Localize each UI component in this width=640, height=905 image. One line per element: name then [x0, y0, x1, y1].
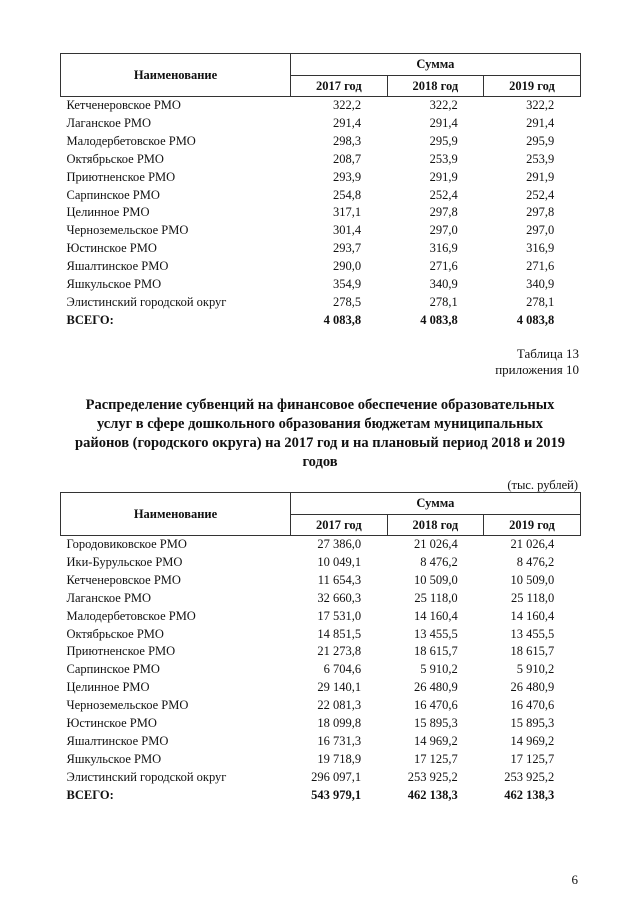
table-row [61, 697, 581, 715]
table-row [61, 204, 581, 222]
value-cell: 296 097,1 [311, 769, 362, 784]
value-cell: 22 081,3 [317, 698, 362, 713]
row-name: Малодербетовское РМО [66, 133, 196, 148]
column-header-sum: Сумма [291, 493, 581, 515]
row-name: Яшкульское РМО [66, 277, 162, 292]
table-row [61, 169, 581, 187]
table-row [61, 554, 581, 572]
row-name: Сарпинское РМО [66, 662, 160, 677]
value-cell: 316,9 [526, 241, 555, 256]
column-header-2018: 2018 год [387, 76, 484, 97]
table-body [61, 536, 581, 805]
value-cell: 290,0 [332, 259, 362, 274]
table-body [61, 97, 581, 330]
value-cell: 10 509,0 [413, 572, 458, 587]
value-cell: 291,4 [429, 115, 458, 130]
value-cell: 253 925,2 [504, 769, 555, 784]
value-cell: 317,1 [332, 205, 362, 220]
table-row [61, 608, 581, 626]
row-name: Приютненское РМО [66, 644, 176, 659]
table-row [61, 679, 581, 697]
value-cell: 340,9 [429, 277, 458, 292]
total-row [61, 787, 581, 805]
table-subventions-2 [60, 492, 581, 805]
value-cell: 354,9 [332, 277, 362, 292]
value-cell: 18 615,7 [413, 644, 458, 659]
value-cell: 25 118,0 [510, 590, 555, 605]
row-name: Городовиковское РМО [66, 537, 187, 551]
row-name: Элистинский городской округ [66, 294, 227, 309]
value-cell: 297,0 [429, 223, 458, 238]
value-cell: 5 910,2 [516, 662, 555, 677]
table-row [61, 97, 581, 115]
value-cell: 253 925,2 [407, 769, 458, 784]
value-cell: 16 731,3 [317, 733, 362, 748]
row-name: Октябрьское РМО [66, 626, 164, 641]
row-name: Сарпинское РМО [66, 187, 160, 202]
value-cell: 462 138,3 [407, 787, 458, 802]
table-row [61, 240, 581, 258]
row-name: Кетченеровское РМО [66, 98, 181, 112]
value-cell: 6 704,6 [323, 662, 362, 677]
row-name: Элистинский городской округ [66, 769, 227, 784]
value-cell: 25 118,0 [414, 590, 458, 605]
row-name: Лаганское РМО [66, 590, 152, 605]
value-cell: 26 480,9 [413, 680, 458, 695]
value-cell: 293,7 [332, 241, 362, 256]
value-cell: 278,1 [526, 294, 555, 309]
value-cell: 26 480,9 [510, 680, 555, 695]
row-name: Яшкульское РМО [66, 751, 162, 766]
table-row [61, 751, 581, 769]
value-cell: 13 455,5 [413, 626, 458, 641]
caption-table-number: Таблица 13 [516, 346, 579, 361]
heading-line: районов (городского округа) на 2017 год и на плановый период 2018 и 2019 [75, 435, 565, 451]
value-cell: 16 470,6 [413, 698, 458, 713]
row-name: Кетченеровское РМО [66, 572, 181, 587]
table-row [61, 115, 581, 133]
value-cell: 4 083,8 [420, 312, 458, 327]
value-cell: 19 718,9 [317, 751, 362, 766]
value-cell: 253,9 [526, 151, 555, 166]
value-cell: 340,9 [526, 277, 555, 292]
heading-line: Распределение субвенций на финансовое обеспечение образовательных [85, 397, 555, 413]
value-cell: 295,9 [429, 133, 458, 148]
table-row [61, 276, 581, 294]
value-cell: 293,9 [332, 169, 362, 184]
value-cell: 543 979,1 [311, 787, 362, 802]
row-name: Яшалтинское РМО [66, 733, 169, 748]
heading-line: годов [302, 454, 338, 470]
row-name: Лаганское РМО [66, 115, 152, 130]
value-cell: 32 660,3 [317, 590, 362, 605]
value-cell: 15 895,3 [510, 716, 555, 731]
value-cell: 17 125,7 [510, 751, 555, 766]
column-header-2019: 2019 год [484, 76, 581, 97]
value-cell: 14 969,2 [413, 733, 458, 748]
value-cell: 11 654,3 [317, 572, 362, 587]
value-cell: 13 455,5 [510, 626, 555, 641]
table-row [61, 222, 581, 240]
value-cell: 10 509,0 [510, 572, 555, 587]
column-header-name: Наименование [61, 493, 291, 536]
row-name: ВСЕГО: [66, 787, 114, 802]
table-row [61, 626, 581, 644]
value-cell: 278,5 [332, 294, 362, 309]
value-cell: 322,2 [526, 98, 555, 112]
units-label: (тыс. рублей) [507, 478, 578, 492]
row-name: Юстинское РМО [66, 716, 157, 731]
table-row [61, 733, 581, 751]
row-name: Черноземельское РМО [66, 698, 189, 713]
value-cell: 29 140,1 [317, 680, 362, 695]
row-name: Юстинское РМО [66, 241, 157, 256]
section-heading [60, 396, 580, 472]
value-cell: 5 910,2 [420, 662, 458, 677]
row-name: Черноземельское РМО [66, 223, 189, 238]
column-header-2018: 2018 год [387, 515, 484, 536]
value-cell: 278,1 [429, 294, 458, 309]
value-cell: 27 386,0 [317, 537, 362, 551]
value-cell: 16 470,6 [510, 698, 555, 713]
value-cell: 271,6 [429, 259, 458, 274]
value-cell: 208,7 [332, 151, 362, 166]
row-name: ВСЕГО: [66, 312, 114, 327]
value-cell: 17 531,0 [317, 608, 362, 623]
value-cell: 14 160,4 [510, 608, 555, 623]
table-row [61, 661, 581, 679]
value-cell: 291,4 [332, 115, 362, 130]
value-cell: 252,4 [429, 187, 458, 202]
row-name: Целинное РМО [66, 205, 150, 220]
value-cell: 8 476,2 [516, 554, 555, 569]
value-cell: 297,0 [526, 223, 555, 238]
row-name: Приютненское РМО [66, 169, 176, 184]
column-header-2017: 2017 год [291, 76, 388, 97]
row-name: Целинное РМО [66, 680, 150, 695]
value-cell: 10 049,1 [317, 554, 362, 569]
value-cell: 252,4 [526, 187, 555, 202]
row-name: Ики-Бурульское РМО [66, 554, 183, 569]
value-cell: 297,8 [526, 205, 555, 220]
value-cell: 271,6 [526, 259, 555, 274]
value-cell: 301,4 [332, 223, 362, 238]
value-cell: 18 615,7 [510, 644, 555, 659]
table-row [61, 590, 581, 608]
table-row [61, 151, 581, 169]
column-header-name: Наименование [61, 54, 291, 97]
value-cell: 295,9 [526, 133, 555, 148]
table-row [61, 258, 581, 276]
value-cell: 322,2 [429, 98, 458, 112]
value-cell: 298,3 [332, 133, 362, 148]
value-cell: 14 160,4 [413, 608, 458, 623]
column-header-2019: 2019 год [484, 515, 581, 536]
table-subventions-1 [60, 53, 581, 330]
table-row [61, 536, 581, 554]
value-cell: 17 125,7 [413, 751, 458, 766]
value-cell: 316,9 [429, 241, 458, 256]
table-row [61, 294, 581, 312]
value-cell: 21 026,4 [510, 537, 555, 551]
column-header-2017: 2017 год [291, 515, 388, 536]
value-cell: 14 851,5 [317, 626, 362, 641]
value-cell: 15 895,3 [413, 716, 458, 731]
caption-appendix: приложения 10 [495, 362, 579, 377]
table-row [61, 715, 581, 733]
row-name: Октябрьское РМО [66, 151, 164, 166]
total-row [61, 312, 581, 330]
value-cell: 291,9 [429, 169, 458, 184]
value-cell: 8 476,2 [420, 554, 458, 569]
value-cell: 291,4 [526, 115, 555, 130]
page-number: 6 [571, 872, 578, 887]
value-cell: 18 099,8 [317, 716, 362, 731]
value-cell: 291,9 [526, 169, 555, 184]
value-cell: 14 969,2 [510, 733, 555, 748]
table-row [61, 769, 581, 787]
value-cell: 4 083,8 [323, 312, 362, 327]
value-cell: 297,8 [429, 205, 458, 220]
table-row [61, 643, 581, 661]
value-cell: 322,2 [332, 98, 362, 112]
table-row [61, 187, 581, 205]
table-row [61, 572, 581, 590]
value-cell: 462 138,3 [504, 787, 555, 802]
value-cell: 253,9 [429, 151, 458, 166]
value-cell: 21 026,4 [413, 537, 458, 551]
value-cell: 21 273,8 [317, 644, 362, 659]
value-cell: 4 083,8 [516, 312, 555, 327]
heading-line: услуг в сфере дошкольного образования бюджетам муниципальных [96, 416, 544, 432]
value-cell: 254,8 [332, 187, 362, 202]
table-row [61, 133, 581, 151]
column-header-sum: Сумма [291, 54, 581, 76]
row-name: Малодербетовское РМО [66, 608, 196, 623]
row-name: Яшалтинское РМО [66, 259, 169, 274]
table-caption [495, 346, 579, 378]
